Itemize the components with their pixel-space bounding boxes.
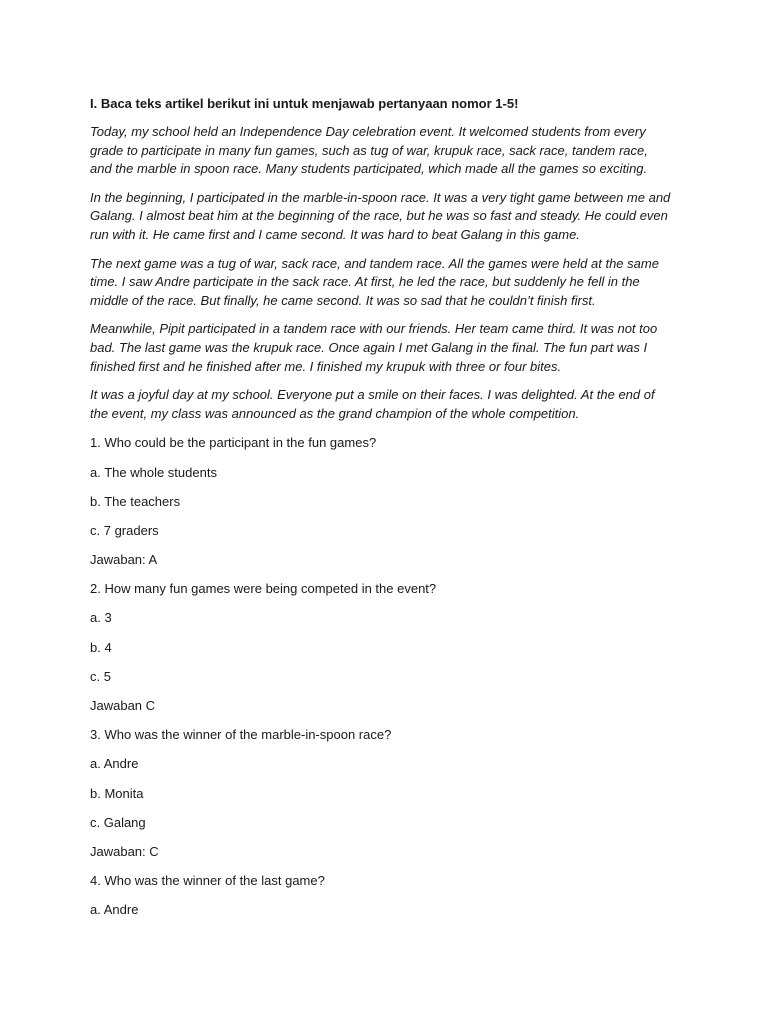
article-paragraph-2: In the beginning, I participated in the marble-in-spoon race. It was a very tight game between me and Galang. I almost beat him at the beginning of the race, but he was so fast and steady. He could even run with it. He came first and I came second. It was hard to beat Galang in this game. — [90, 189, 671, 242]
article-paragraph-4: Meanwhile, Pipit participated in a tandem race with our friends. Her team came third. It was not too bad. The last game was the krupuk race. Once again I met Galang in the final. The fun part was I finished first and he finished after me. I finished my krupuk with three or four bites. — [90, 321, 658, 374]
question-1-option-b: b. The teachers — [90, 493, 181, 509]
question-2: 2. How many fun games were being competed in the event? — [90, 581, 437, 597]
question-3-option-c: c. Galang — [90, 814, 146, 830]
question-1: 1. Who could be the participant in the fun games? — [90, 435, 377, 451]
question-2-answer: Jawaban C — [90, 698, 156, 713]
question-4-option-a: a. Andre — [90, 902, 139, 918]
question-3-answer: Jawaban: C — [90, 843, 159, 859]
question-3-option-b: b. Monita — [90, 785, 144, 801]
question-2-option-a: a. 3 — [90, 610, 112, 626]
article — [90, 123, 672, 423]
article-paragraph-3: The next game was a tug of war, sack race, and tandem race. All the games were held at the same time. I saw Andre participate in the sack race. At first, he led the race, but suddenly he fell in the middle of the race. But finally, he came second. It was so sad that he couldn’t finish first. — [90, 255, 659, 308]
question-3: 3. Who was the winner of the marble-in-spoon race? — [90, 727, 392, 743]
instruction-heading: I. Baca teks artikel berikut ini untuk menjawab pertanyaan nomor 1-5! — [90, 96, 519, 111]
question-list — [90, 433, 672, 919]
article-paragraph-1: Today, my school held an Independence Day celebration event. It welcomed students from every grade to participate in many fun games, such as tug of war, krupuk race, sack race, tandem race, and the marble in spoon race. Many students participated, which made all the games so exciting. — [90, 124, 648, 177]
question-1-option-a: a. The whole students — [90, 464, 217, 480]
question-2-option-b: b. 4 — [90, 639, 112, 655]
question-2-option-c: c. 5 — [90, 668, 111, 684]
question-3-option-a: a. Andre — [90, 756, 139, 772]
question-4: 4. Who was the winner of the last game? — [90, 873, 325, 889]
article-paragraph-5: It was a joyful day at my school. Everyone put a smile on their faces. I was delighted. At the end of the event, my class was announced as the grand champion of the whole competition. — [90, 387, 655, 421]
question-1-answer: Jawaban: A — [90, 552, 158, 568]
question-1-option-c: c. 7 graders — [90, 522, 159, 538]
